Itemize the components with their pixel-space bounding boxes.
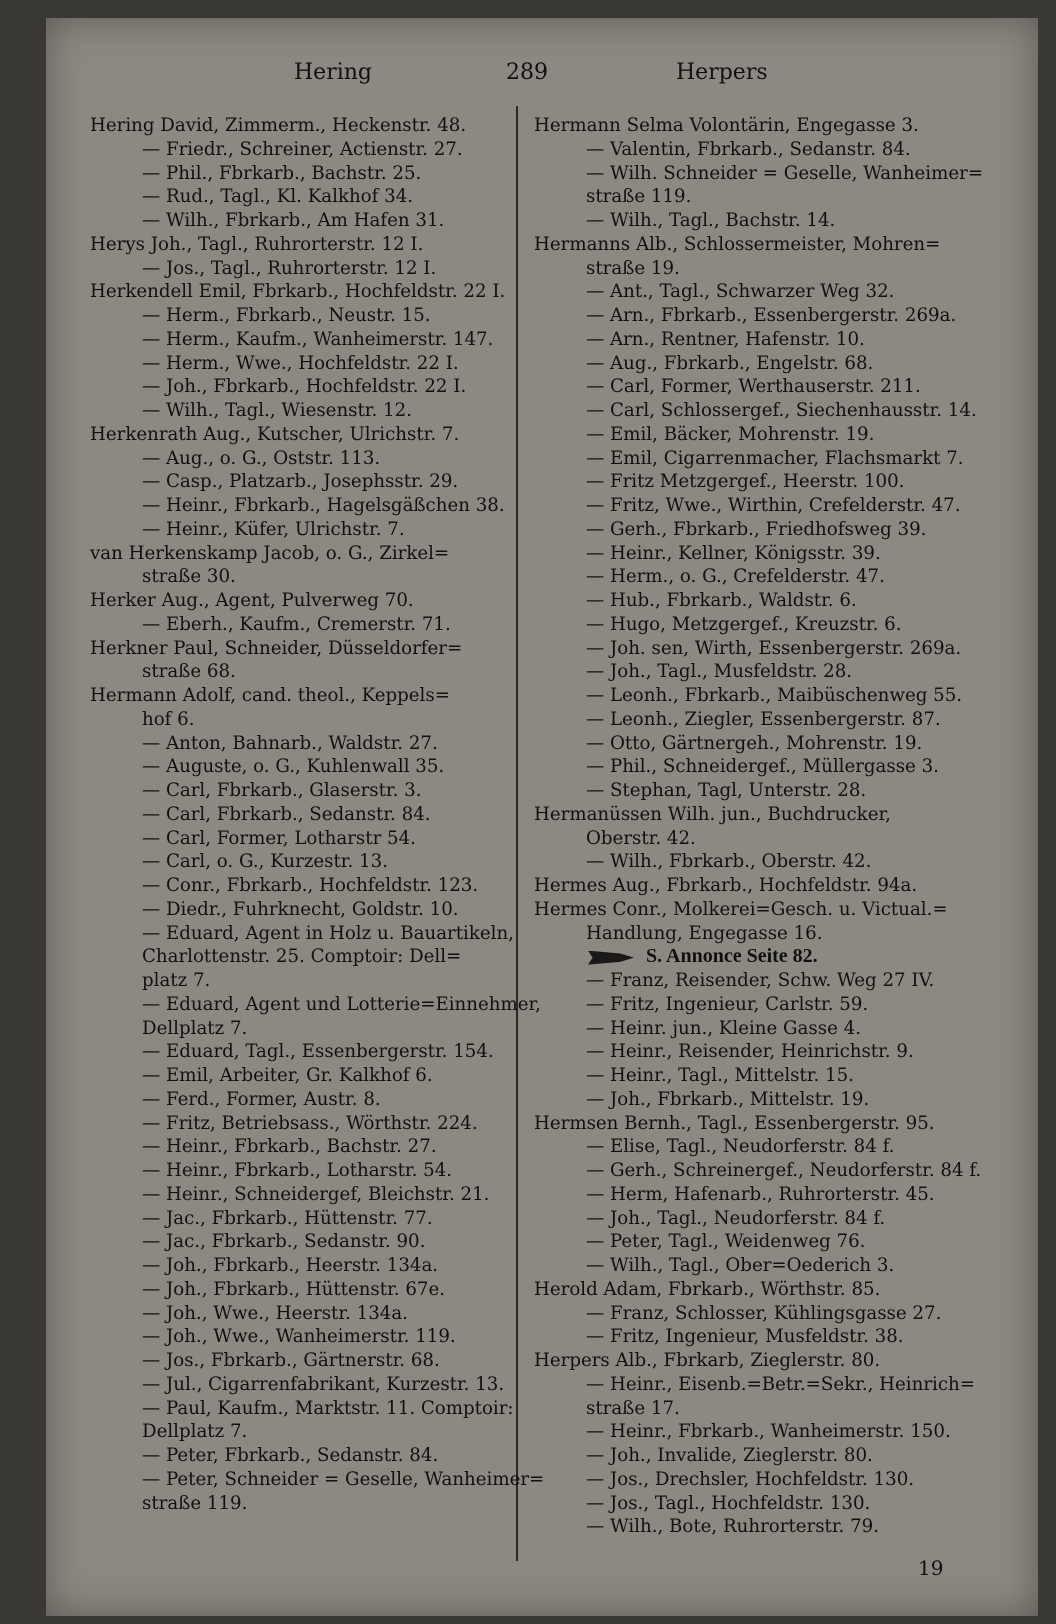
entry-text: — Jos., Tagl., Hochfeldstr. 130. (586, 1492, 871, 1514)
directory-entry (90, 1088, 510, 1112)
entry-text: — Wilh., Tagl., Bachstr. 14. (586, 210, 836, 231)
directory-entry (534, 613, 1004, 637)
entry-text: platz 7. (142, 970, 211, 991)
entry-continuation (90, 1017, 510, 1041)
entry-text: Hermanns Alb., Schlossermeister, Mohren= (534, 233, 941, 255)
entry-continuation (534, 922, 1004, 946)
entry-text: — Eduard, Tagl., Essenbergerstr. 154. (142, 1041, 494, 1063)
entry-text: — Joh., Invalide, Zieglerstr. 80. (586, 1445, 873, 1466)
entry-text: Herpers Alb., Fbrkarb, Zieglerstr. 80. (534, 1350, 881, 1371)
entry-text: — Heinr., Schneidergef, Bleichstr. 21. (142, 1183, 490, 1205)
directory-entry (90, 280, 510, 304)
directory-entry (534, 114, 1004, 138)
entry-text: — Peter, Schneider = Geselle, Wanheimer= (142, 1468, 545, 1490)
entry-text: — Peter, Tagl., Weidenweg 76. (586, 1231, 866, 1253)
entry-continuation (90, 660, 510, 684)
directory-entry (90, 1397, 514, 1421)
entry-text: Handlung, Engegasse 16. (586, 922, 823, 944)
entry-text: Herkner Paul, Schneider, Düsseldorfer= (90, 637, 463, 659)
entry-text: — Carl, Former, Werthauserstr. 211. (586, 376, 921, 398)
entry-text: — Wilh., Bote, Ruhrorterstr. 79. (586, 1516, 880, 1538)
directory-entry (534, 447, 1004, 471)
directory-entry (90, 1230, 510, 1254)
entry-text: — Jos., Drechsler, Hochfeldstr. 130. (586, 1468, 915, 1490)
directory-entry (90, 874, 510, 898)
entry-text: — Heinr., Reisender, Heinrichstr. 9. (586, 1041, 914, 1063)
directory-entry (90, 352, 510, 376)
directory-entry (534, 1207, 1004, 1231)
entry-text: — Herm., Kaufm., Wanheimerstr. 147. (142, 328, 494, 350)
entry-text: — Herm., Wwe., Hochfeldstr. 22 I. (142, 352, 459, 374)
entry-continuation (90, 969, 510, 993)
directory-entry (90, 209, 510, 233)
directory-entry (90, 1112, 510, 1136)
entry-text: Oberstr. 42. (586, 827, 696, 849)
entry-text: — Ant., Tagl., Schwarzer Weg 32. (586, 281, 895, 303)
entry-text: — Friedr., Schreiner, Actienstr. 27. (142, 138, 463, 160)
entry-continuation (534, 1397, 1004, 1421)
entry-text: — Joh., Tagl., Musfeldstr. 28. (586, 661, 853, 683)
directory-entry (534, 850, 1004, 874)
annonce-reference (534, 945, 1004, 969)
directory-entry (534, 637, 1004, 661)
directory-entry (90, 779, 510, 803)
directory-entry (90, 1373, 510, 1397)
directory-entry (90, 1040, 510, 1064)
directory-entry (534, 1325, 1004, 1349)
directory-entry (534, 423, 1004, 447)
entry-text: S. Annonce Seite 82. (646, 945, 818, 968)
directory-entry (90, 162, 510, 186)
entry-text: — Wilh., Fbrkarb., Oberstr. 42. (586, 851, 872, 873)
entry-text: — Arn., Rentner, Hafenstr. 10. (586, 328, 865, 350)
directory-entry (90, 114, 510, 138)
directory-entry (534, 209, 1004, 233)
entry-text: — Emil, Bäcker, Mohrenstr. 19. (586, 423, 875, 445)
entry-text: — Herm., o. G., Crefelderstr. 47. (586, 566, 885, 588)
directory-page (46, 18, 1038, 1616)
entry-text: — Heinr., Tagl., Mittelstr. 15. (586, 1065, 854, 1086)
directory-entry (90, 922, 514, 946)
directory-entry (534, 1230, 1004, 1254)
directory-entry (534, 1492, 1004, 1516)
entry-text: Hermsen Bernh., Tagl., Essenbergerstr. 95. (534, 1112, 935, 1134)
entry-text: straße 19. (586, 257, 680, 279)
directory-entry (534, 328, 1004, 352)
entry-continuation (90, 565, 510, 589)
entry-text: Herys Joh., Tagl., Ruhrorterstr. 12 I. (90, 233, 424, 255)
directory-entry (90, 1325, 510, 1349)
entry-text: — Aug., Fbrkarb., Engelstr. 68. (586, 352, 874, 374)
directory-entry (90, 470, 510, 494)
entry-text: — Carl, Schlossergef., Siechenhausstr. 14. (586, 400, 977, 421)
directory-entry (534, 779, 1004, 803)
directory-entry (90, 399, 510, 423)
entry-text: Dellplatz 7. (142, 1421, 248, 1443)
entry-text: straße 119. (586, 186, 692, 208)
entry-text: — Auguste, o. G., Kuhlenwall 35. (142, 756, 445, 778)
entry-text: — Hub., Fbrkarb., Waldstr. 6. (586, 590, 857, 611)
header-last-name: Herpers (676, 60, 768, 85)
entry-text: — Carl, Fbrkarb., Sedanstr. 84. (142, 803, 431, 825)
pointing-hand-icon (588, 951, 634, 965)
directory-entry (90, 1254, 510, 1278)
page-number: 289 (506, 60, 548, 85)
directory-entry (90, 375, 510, 399)
directory-entry (534, 684, 1004, 708)
entry-text: — Hugo, Metzgergef., Kreuzstr. 6. (586, 613, 902, 635)
entry-continuation (534, 827, 1004, 851)
entry-text: — Joh., Fbrkarb., Heerstr. 134a. (142, 1255, 439, 1276)
entry-text: — Joh. sen, Wirth, Essenbergerstr. 269a. (586, 637, 962, 659)
directory-entry (534, 1420, 1004, 1444)
entry-text: — Fritz, Ingenieur, Carlstr. 59. (586, 993, 869, 1015)
entry-text: — Gerh., Fbrkarb., Friedhofsweg 39. (586, 518, 927, 540)
entry-text: — Joh., Wwe., Heerstr. 134a. (142, 1302, 408, 1324)
entry-text: — Franz, Reisender, Schw. Weg 27 IV. (586, 970, 935, 991)
directory-entry (534, 1135, 1004, 1159)
entry-text: — Eduard, Agent und Lotterie=Einnehmer, (142, 993, 541, 1015)
entry-continuation (90, 1492, 510, 1516)
entry-text: — Paul, Kaufm., Marktstr. 11. Comptoir: (142, 1397, 514, 1419)
entry-text: — Ferd., Former, Austr. 8. (142, 1088, 381, 1110)
entry-text: — Eberh., Kaufm., Cremerstr. 71. (142, 613, 451, 635)
column-divider (516, 106, 518, 1561)
entry-text: — Conr., Fbrkarb., Hochfeldstr. 123. (142, 875, 479, 896)
entry-text: — Jos., Tagl., Ruhrorterstr. 12 I. (142, 257, 437, 279)
page-header (46, 60, 1038, 100)
directory-entry (534, 732, 1004, 756)
header-first-name: Hering (294, 60, 373, 85)
directory-entry (90, 423, 510, 447)
entry-text: Hermes Conr., Molkerei=Gesch. u. Victual.= (534, 898, 948, 920)
directory-entry (90, 1468, 545, 1492)
directory-entry (534, 1444, 1004, 1468)
entry-text: — Heinr., Fbrkarb., Hagelsgäßchen 38. (142, 495, 505, 516)
directory-entry (90, 637, 510, 661)
directory-entry (90, 1135, 510, 1159)
entry-text: — Herm., Fbrkarb., Neustr. 15. (142, 305, 431, 326)
entry-text: — Diedr., Fuhrknecht, Goldstr. 10. (142, 898, 459, 920)
entry-text: straße 30. (142, 566, 236, 588)
entry-text: — Anton, Bahnarb., Waldstr. 27. (142, 732, 438, 754)
entry-text: — Fritz, Wwe., Wirthin, Crefelderstr. 47. (586, 495, 961, 516)
directory-entry (90, 542, 510, 566)
entry-text: — Valentin, Fbrkarb., Sedanstr. 84. (586, 138, 911, 160)
entry-continuation (90, 1420, 510, 1444)
directory-entry (90, 993, 541, 1017)
directory-entry (90, 898, 510, 922)
directory-entry (534, 1040, 1004, 1064)
entry-text: Herkenrath Aug., Kutscher, Ulrichstr. 7. (90, 423, 460, 445)
directory-entry (534, 542, 1004, 566)
left-column (90, 114, 545, 1515)
entry-text: — Emil, Cigarrenmacher, Flachsmarkt 7. (586, 447, 964, 469)
directory-entry (90, 1444, 510, 1468)
directory-entry (534, 399, 1004, 423)
directory-entry (534, 969, 1004, 993)
entry-text: — Peter, Fbrkarb., Sedanstr. 84. (142, 1445, 439, 1466)
entry-text: — Fritz, Ingenieur, Musfeldstr. 38. (586, 1326, 904, 1348)
directory-entry (534, 1278, 1004, 1302)
entry-text: — Eduard, Agent in Holz u. Bauartikeln, (142, 922, 514, 944)
directory-entry (534, 162, 1004, 186)
directory-entry (534, 660, 1004, 684)
entry-text: — Fritz, Betriebsass., Wörthstr. 224. (142, 1112, 478, 1134)
entry-text: hof 6. (142, 708, 195, 730)
directory-entry (534, 1349, 1004, 1373)
directory-entry (534, 138, 1004, 162)
entry-text: — Joh., Wwe., Wanheimerstr. 119. (142, 1326, 456, 1348)
entry-text: — Jos., Fbrkarb., Gärtnerstr. 68. (142, 1350, 440, 1371)
directory-entry (90, 613, 510, 637)
entry-text: — Wilh., Fbrkarb., Am Hafen 31. (142, 210, 445, 231)
directory-entry (534, 1112, 1004, 1136)
entry-text: — Carl, Former, Lotharstr 54. (142, 827, 416, 849)
directory-entry (534, 898, 1004, 922)
directory-entry (534, 494, 1004, 518)
entry-text: Herker Aug., Agent, Pulverweg 70. (90, 590, 414, 611)
entry-text: — Carl, Fbrkarb., Glaserstr. 3. (142, 780, 422, 801)
entry-text: Hermanüssen Wilh. jun., Buchdrucker, (534, 803, 891, 825)
directory-entry (534, 1159, 1004, 1183)
entry-text: — Heinr. jun., Kleine Gasse 4. (586, 1017, 861, 1039)
entry-text: straße 68. (142, 661, 236, 683)
directory-entry (90, 233, 510, 257)
entry-text: — Joh., Tagl., Neudorferstr. 84 f. (586, 1207, 886, 1229)
entry-text: — Heinr., Fbrkarb., Lotharstr. 54. (142, 1160, 453, 1181)
entry-text: Hering David, Zimmerm., Heckenstr. 48. (90, 115, 467, 136)
entry-text: — Joh., Fbrkarb., Hüttenstr. 67e. (142, 1278, 446, 1300)
directory-entry (534, 470, 1004, 494)
directory-entry (90, 1183, 510, 1207)
directory-entry (90, 1207, 510, 1231)
entry-text: — Leonh., Ziegler, Essenbergerstr. 87. (586, 708, 941, 730)
directory-entry (534, 352, 1004, 376)
directory-entry (534, 1017, 1004, 1041)
entry-text: — Arn., Fbrkarb., Essenbergerstr. 269a. (586, 305, 957, 326)
entry-text: — Rud., Tagl., Kl. Kalkhof 34. (142, 186, 414, 208)
directory-entry (534, 280, 1004, 304)
entry-continuation (90, 708, 510, 732)
entry-text: — Jul., Cigarrenfabrikant, Kurzestr. 13. (142, 1373, 505, 1395)
directory-entry (534, 1302, 1004, 1326)
entry-text: — Gerh., Schreinergef., Neudorferstr. 84 f. (586, 1160, 982, 1181)
directory-entry (534, 1088, 1004, 1112)
directory-entry (90, 304, 510, 328)
entry-text: Hermann Selma Volontärin, Engegasse 3. (534, 115, 919, 136)
directory-entry (534, 1373, 1004, 1397)
directory-entry (534, 1183, 1004, 1207)
entry-text: Charlottenstr. 25. Comptoir: Dell= (142, 946, 462, 968)
directory-entry (90, 1302, 510, 1326)
directory-entry (90, 185, 510, 209)
directory-entry (534, 304, 1004, 328)
directory-entry (534, 375, 1004, 399)
entry-continuation (534, 257, 1004, 281)
entry-text: Herold Adam, Fbrkarb., Wörthstr. 85. (534, 1278, 881, 1300)
entry-text: — Jac., Fbrkarb., Hüttenstr. 77. (142, 1207, 433, 1229)
directory-entry (90, 494, 510, 518)
directory-entry (534, 1468, 1004, 1492)
entry-text: — Heinr., Küfer, Ulrichstr. 7. (142, 518, 405, 540)
entry-text: — Fritz Metzgergef., Heerstr. 100. (586, 471, 905, 493)
directory-entry (90, 447, 510, 471)
directory-entry (534, 1064, 1004, 1088)
directory-entry (90, 755, 510, 779)
directory-entry (90, 850, 510, 874)
sheet-signature: 19 (918, 1556, 944, 1580)
directory-entry (90, 257, 510, 281)
entry-text: — Wilh., Tagl., Wiesenstr. 12. (142, 400, 412, 421)
entry-text: — Aug., o. G., Oststr. 113. (142, 447, 381, 469)
directory-entry (90, 1278, 510, 1302)
entry-text: — Heinr., Kellner, Königsstr. 39. (586, 542, 881, 564)
entry-text: — Carl, o. G., Kurzestr. 13. (142, 851, 388, 873)
entry-text: — Casp., Platzarb., Josephsstr. 29. (142, 471, 459, 493)
directory-entry (534, 874, 1004, 898)
directory-entry (534, 1254, 1004, 1278)
entry-text: — Elise, Tagl., Neudorferstr. 84 f. (586, 1136, 895, 1158)
directory-entry (534, 1515, 1004, 1539)
directory-entry (534, 589, 1004, 613)
entry-continuation (90, 945, 510, 969)
entry-text: — Heinr., Fbrkarb., Bachstr. 27. (142, 1136, 437, 1158)
entry-text: — Phil., Fbrkarb., Bachstr. 25. (142, 162, 422, 184)
entry-text: — Emil, Arbeiter, Gr. Kalkhof 6. (142, 1065, 433, 1086)
directory-entry (90, 1159, 510, 1183)
directory-entry (90, 589, 510, 613)
directory-entry (534, 518, 1004, 542)
directory-entry (534, 993, 1004, 1017)
directory-entry (90, 732, 510, 756)
entry-text: — Franz, Schlosser, Kühlingsgasse 27. (586, 1302, 942, 1324)
entry-text: Herkendell Emil, Fbrkarb., Hochfeldstr. 22 I. (90, 281, 506, 303)
entry-text: Hermes Aug., Fbrkarb., Hochfeldstr. 94a. (534, 875, 918, 896)
entry-text: — Leonh., Fbrkarb., Maibüschenweg 55. (586, 685, 963, 706)
right-column (534, 114, 1004, 1539)
directory-entry (90, 138, 510, 162)
entry-text: — Jac., Fbrkarb., Sedanstr. 90. (142, 1231, 426, 1253)
entry-text: — Otto, Gärtnergeh., Mohrenstr. 19. (586, 732, 923, 754)
directory-entry (90, 518, 510, 542)
entry-text: — Joh., Fbrkarb., Mittelstr. 19. (586, 1088, 870, 1110)
directory-entry (534, 708, 1004, 732)
directory-entry (90, 684, 510, 708)
directory-entry (90, 827, 510, 851)
entry-text: — Stephan, Tagl, Unterstr. 28. (586, 780, 867, 801)
directory-entry (90, 328, 510, 352)
entry-text: van Herkenskamp Jacob, o. G., Zirkel= (90, 542, 450, 564)
entry-text: — Wilh., Tagl., Ober=Oederich 3. (586, 1255, 895, 1276)
entry-text: — Heinr., Fbrkarb., Wanheimerstr. 150. (586, 1421, 951, 1443)
entry-continuation (534, 185, 1004, 209)
entry-text: — Wilh. Schneider = Geselle, Wanheimer= (586, 162, 984, 184)
entry-text: straße 17. (586, 1397, 680, 1419)
directory-entry (534, 803, 1004, 827)
entry-text: — Heinr., Eisenb.=Betr.=Sekr., Heinrich= (586, 1373, 975, 1395)
entry-text: — Herm, Hafenarb., Ruhrorterstr. 45. (586, 1183, 935, 1205)
directory-entry (90, 803, 510, 827)
directory-entry (90, 1349, 510, 1373)
entry-text: — Joh., Fbrkarb., Hochfeldstr. 22 I. (142, 376, 467, 398)
entry-text: straße 119. (142, 1492, 248, 1514)
entry-text: Hermann Adolf, cand. theol., Keppels= (90, 685, 450, 706)
directory-entry (534, 755, 1004, 779)
entry-text: Dellplatz 7. (142, 1017, 248, 1039)
directory-entry (534, 565, 1004, 589)
entry-text: — Phil., Schneidergef., Müllergasse 3. (586, 756, 939, 778)
directory-entry (534, 233, 1004, 257)
directory-entry (90, 1064, 510, 1088)
